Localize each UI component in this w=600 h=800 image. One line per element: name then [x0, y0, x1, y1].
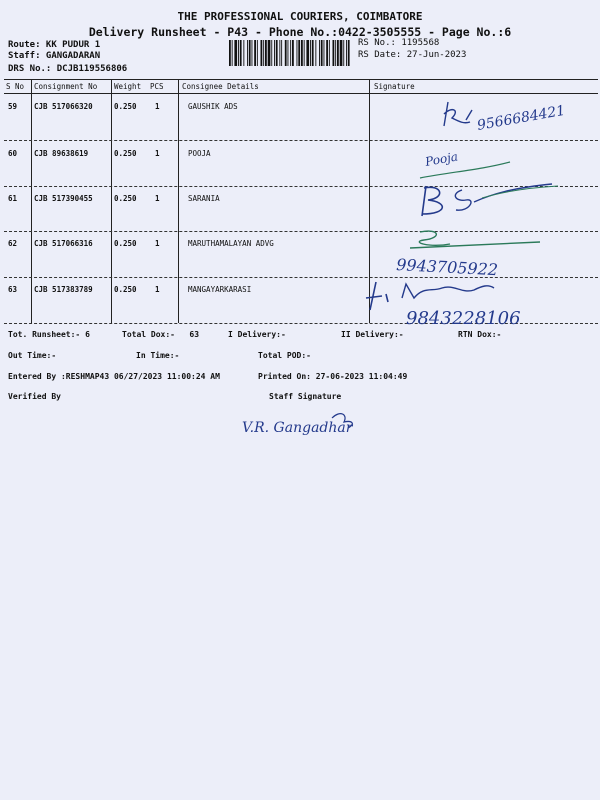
- barcode-bar: [279, 40, 280, 66]
- i-delivery: I Delivery:-: [228, 330, 286, 339]
- barcode-image: [228, 40, 352, 66]
- out-time: Out Time:-: [8, 351, 57, 360]
- cell-weight: 0.250: [114, 239, 137, 248]
- cell-weight: 0.250: [114, 285, 137, 294]
- barcode-bar: [333, 40, 335, 66]
- drs-number: DRS No.: DCJB119556806: [8, 64, 128, 74]
- barcode-bar: [301, 40, 303, 66]
- cell-sno: 63: [8, 285, 18, 294]
- cell-consignee: MANGAYARKARASI: [188, 285, 252, 294]
- entered-by: Entered By :RESHMAP43 06/27/2023 11:00:24 AM: [8, 372, 220, 381]
- barcode-bar: [298, 40, 300, 66]
- table-header-border: [4, 93, 598, 94]
- cell-pcs: 1: [155, 239, 160, 248]
- barcode-bar: [348, 40, 350, 66]
- rs-date: RS Date: 27-Jun-2023: [358, 50, 467, 60]
- staff-signature-text: V.R. Gangadhar: [242, 420, 353, 436]
- barcode-bar: [243, 40, 244, 66]
- barcode-bar: [321, 40, 323, 66]
- barcode-bar: [292, 40, 294, 66]
- signature-row-59: [430, 96, 570, 136]
- signature-row-61: [412, 180, 562, 222]
- signature-row-60: [410, 142, 530, 182]
- signature-phone-text: 9943705922: [395, 255, 499, 280]
- rtn-dox: RTN Dox:-: [458, 330, 502, 339]
- barcode-bar: [304, 40, 305, 66]
- cell-consignee: SARANIA: [188, 194, 220, 203]
- cell-consignment: CJB 89638619: [34, 149, 89, 158]
- barcode-bar: [254, 40, 256, 66]
- in-time: In Time:-: [136, 351, 180, 360]
- cell-weight: 0.250: [114, 149, 137, 158]
- cell-consignee: POOJA: [188, 149, 211, 158]
- company-title: THE PROFESSIONAL COURIERS, COIMBATORE: [177, 10, 423, 23]
- barcode-bar: [281, 40, 282, 66]
- cell-sno: 60: [8, 149, 18, 158]
- barcode-bar: [312, 40, 314, 66]
- barcode-bar: [319, 40, 320, 66]
- cell-pcs: 1: [155, 149, 160, 158]
- barcode-bar: [268, 40, 271, 66]
- barcode-bar: [310, 40, 311, 66]
- barcode-bar: [346, 40, 347, 66]
- signature-phone-text: 9566684421: [475, 102, 567, 134]
- cell-sno: 62: [8, 239, 18, 248]
- barcode-bar: [261, 40, 263, 66]
- cell-sno: 59: [8, 102, 18, 111]
- barcode-bar: [288, 40, 289, 66]
- cell-weight: 0.250: [114, 102, 137, 111]
- runsheet-title: Delivery Runsheet - P43 - Phone No.:0422-3505555 - Page No.:6: [88, 25, 512, 39]
- cell-weight: 0.250: [114, 194, 137, 203]
- barcode-bar: [324, 40, 325, 66]
- row-divider: [4, 140, 598, 141]
- barcode-bar: [335, 40, 336, 66]
- barcode-bar: [238, 40, 239, 66]
- total-pod: Total POD:-: [258, 351, 311, 360]
- barcode-bar: [290, 40, 291, 66]
- cell-sno: 61: [8, 194, 18, 203]
- barcode-bar: [229, 40, 231, 66]
- barcode-bar: [271, 40, 272, 66]
- staff-label: Staff: GANGADARAN: [8, 51, 101, 61]
- signature-name-text: Pooja: [424, 149, 459, 169]
- cell-consignment: CJB 517390455: [34, 194, 93, 203]
- verified-by: Verified By: [8, 392, 61, 401]
- column-divider: [178, 79, 179, 323]
- barcode-bar: [247, 40, 248, 66]
- cell-pcs: 1: [155, 194, 160, 203]
- barcode-bar: [326, 40, 328, 66]
- barcode-bar: [265, 40, 267, 66]
- cell-consignee: GAUSHIK ADS: [188, 102, 238, 111]
- barcode-bar: [315, 40, 316, 66]
- column-header-consignment: Consignment No: [34, 82, 98, 91]
- total-dox: Total Dox:- 63: [122, 330, 200, 339]
- barcode-bar: [274, 40, 275, 66]
- barcode-bar: [276, 40, 278, 66]
- cell-consignee: MARUTHAMALAYAN ADVG: [188, 239, 274, 248]
- rs-number: RS No.: 1195568: [358, 38, 440, 48]
- ii-delivery: II Delivery:-: [341, 330, 404, 339]
- signature-row-62: [390, 226, 570, 280]
- barcode-bar: [343, 40, 344, 66]
- column-header-consignee: Consignee Details: [182, 82, 259, 91]
- cell-pcs: 1: [155, 102, 160, 111]
- staff-signature: [236, 406, 366, 446]
- cell-consignment: CJB 517066316: [34, 239, 93, 248]
- barcode-bar: [234, 40, 237, 66]
- signature-row-63: [362, 278, 562, 330]
- barcode-bar: [252, 40, 253, 66]
- barcode-bar: [297, 40, 298, 66]
- column-header-weight: Weight: [114, 82, 142, 91]
- barcode-bar: [337, 40, 339, 66]
- column-header-signature: Signature: [374, 82, 415, 91]
- barcode-bar: [263, 40, 264, 66]
- barcode-bar: [306, 40, 309, 66]
- column-divider: [111, 79, 112, 323]
- staff-signature-label: Staff Signature: [269, 392, 342, 401]
- printed-on: Printed On: 27-06-2023 11:04:49: [258, 372, 408, 381]
- barcode-bar: [329, 40, 330, 66]
- barcode-bar: [249, 40, 251, 66]
- column-header-sno: S No: [6, 82, 25, 91]
- signature-phone-text: 9843228106: [406, 308, 521, 329]
- barcode-bar: [257, 40, 258, 66]
- barcode-bar: [240, 40, 242, 66]
- barcode-bar: [232, 40, 233, 66]
- barcode-bar: [340, 40, 343, 66]
- route-label: Route: KK PUDUR 1: [8, 40, 101, 50]
- cell-consignment: CJB 517383789: [34, 285, 93, 294]
- column-divider: [31, 79, 32, 323]
- total-runsheet: Tot. Runsheet:- 6: [8, 330, 90, 339]
- cell-consignment: CJB 517066320: [34, 102, 93, 111]
- cell-pcs: 1: [155, 285, 160, 294]
- barcode-bar: [285, 40, 287, 66]
- column-header-pcs: PCS: [150, 82, 164, 91]
- table-top-border: [4, 79, 598, 80]
